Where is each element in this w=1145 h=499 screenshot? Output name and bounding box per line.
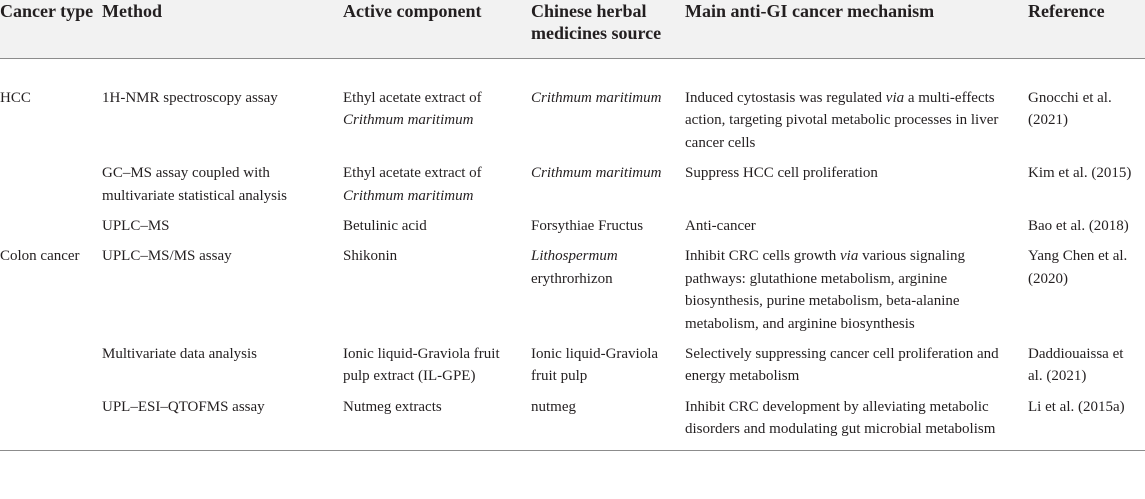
source-text: nutmeg — [531, 398, 576, 415]
cell-method: UPL–ESI–QTOFMS assay — [102, 398, 265, 415]
cell-method: Multivariate data analysis — [102, 346, 257, 363]
cell-method: 1H-NMR spectroscopy assay — [102, 90, 278, 106]
cell-reference: Bao et al. (2018) — [1028, 218, 1129, 235]
cell-reference: Gnocchi et al. (2021) — [1028, 90, 1112, 129]
source-text: Forsythiae Fructus — [531, 218, 644, 235]
cell-reference: Kim et al. (2015) — [1028, 165, 1132, 182]
cell-active-component — [341, 59, 529, 161]
cell-mechanism — [683, 59, 1026, 161]
table-row — [0, 394, 1145, 450]
mechanism-text: Selectively suppressing cancer cell proliferation and energy metabolism — [685, 346, 999, 385]
table-row — [0, 243, 1145, 341]
table-body — [0, 59, 1145, 451]
cell-method: UPLC–MS/MS assay — [102, 248, 232, 265]
mechanism-text: Anti-cancer — [685, 218, 756, 235]
component-text: Ionic liquid-Graviola fruit pulp extract (IL-GPE) — [343, 346, 500, 385]
source-italic-text: Crithmum maritimum — [531, 90, 662, 106]
component-text: Nutmeg extracts — [343, 398, 442, 415]
header-method: Method — [102, 1, 162, 21]
cell-mechanism — [683, 213, 1026, 243]
component-italic-text: Crithmum maritimum — [343, 112, 474, 129]
cell-reference: Daddiouaissa et al. (2021) — [1028, 346, 1124, 385]
header-reference: Reference — [1028, 1, 1105, 21]
cell-method: GC–MS assay coupled with multivariate statistical analysis — [102, 165, 287, 204]
cell-mechanism — [683, 243, 1026, 341]
table-row — [0, 341, 1145, 394]
cell-active-component — [341, 243, 529, 341]
header-row — [0, 0, 1145, 59]
component-text: Shikonin — [343, 248, 398, 265]
component-italic-text: Crithmum maritimum — [343, 187, 474, 204]
mechanism-suffix-text: various signaling pathways: glutathione metabolism, arginine biosynthesis, purine metabolism, beta-alanine metabolism, and arginine biosynthesis — [685, 248, 965, 332]
header-herbal-source: Chinese herbal medicines source — [531, 1, 662, 43]
cell-reference: Li et al. (2015a) — [1028, 398, 1125, 415]
cell-active-component — [341, 213, 529, 243]
cell-active-component — [341, 394, 529, 450]
mechanism-text: Inhibit CRC development by alleviating metabolic disorders and modulating gut microbial metabolism — [685, 398, 996, 438]
source-italic-text: Lithospermum — [531, 248, 618, 265]
mechanism-italic-text: via — [840, 248, 859, 265]
component-text: Ethyl acetate extract of — [343, 165, 482, 182]
cell-mechanism — [683, 160, 1026, 213]
header-active-component: Active component — [343, 1, 482, 21]
cell-method: UPLC–MS — [102, 218, 170, 235]
mechanism-text: Induced cytostasis was regulated — [685, 90, 886, 106]
table-row — [0, 213, 1145, 243]
cell-herbal-source — [529, 160, 683, 213]
cell-herbal-source — [529, 213, 683, 243]
header-mechanism: Main anti-GI cancer mechanism — [685, 1, 935, 21]
source-text: erythrorhizon — [531, 270, 613, 287]
cell-active-component — [341, 341, 529, 394]
source-text: Ionic liquid-Graviola fruit pulp — [531, 346, 659, 385]
cell-cancer-type — [0, 394, 100, 450]
mechanism-italic-text: via — [885, 90, 905, 106]
cell-herbal-source — [529, 394, 683, 450]
cell-herbal-source — [529, 341, 683, 394]
cell-active-component — [341, 160, 529, 213]
table-row — [0, 59, 1145, 161]
source-italic-text: Crithmum maritimum — [531, 165, 662, 182]
cell-herbal-source — [529, 243, 683, 341]
component-text: Ethyl acetate extract of — [343, 90, 482, 106]
cell-mechanism — [683, 394, 1026, 450]
header-cancer-type: Cancer type — [0, 1, 94, 21]
table-row — [0, 160, 1145, 213]
cell-cancer-type — [0, 160, 100, 213]
mechanism-suffix-text: a multi-effects action, targeting pivotal metabolic processes in liver cancer cells — [685, 90, 999, 151]
cell-mechanism — [683, 341, 1026, 394]
cell-reference: Yang Chen et al. (2020) — [1028, 248, 1128, 287]
component-text: Betulinic acid — [343, 218, 427, 235]
cell-cancer-type — [0, 341, 100, 394]
cell-herbal-source — [529, 59, 683, 161]
mechanism-text: Inhibit CRC cells growth — [685, 248, 840, 265]
cell-cancer-type: HCC — [0, 90, 31, 106]
cell-cancer-type: Colon cancer — [0, 248, 80, 265]
table-header — [0, 0, 1145, 59]
cell-cancer-type — [0, 213, 100, 243]
mechanism-text: Suppress HCC cell proliferation — [685, 165, 878, 182]
